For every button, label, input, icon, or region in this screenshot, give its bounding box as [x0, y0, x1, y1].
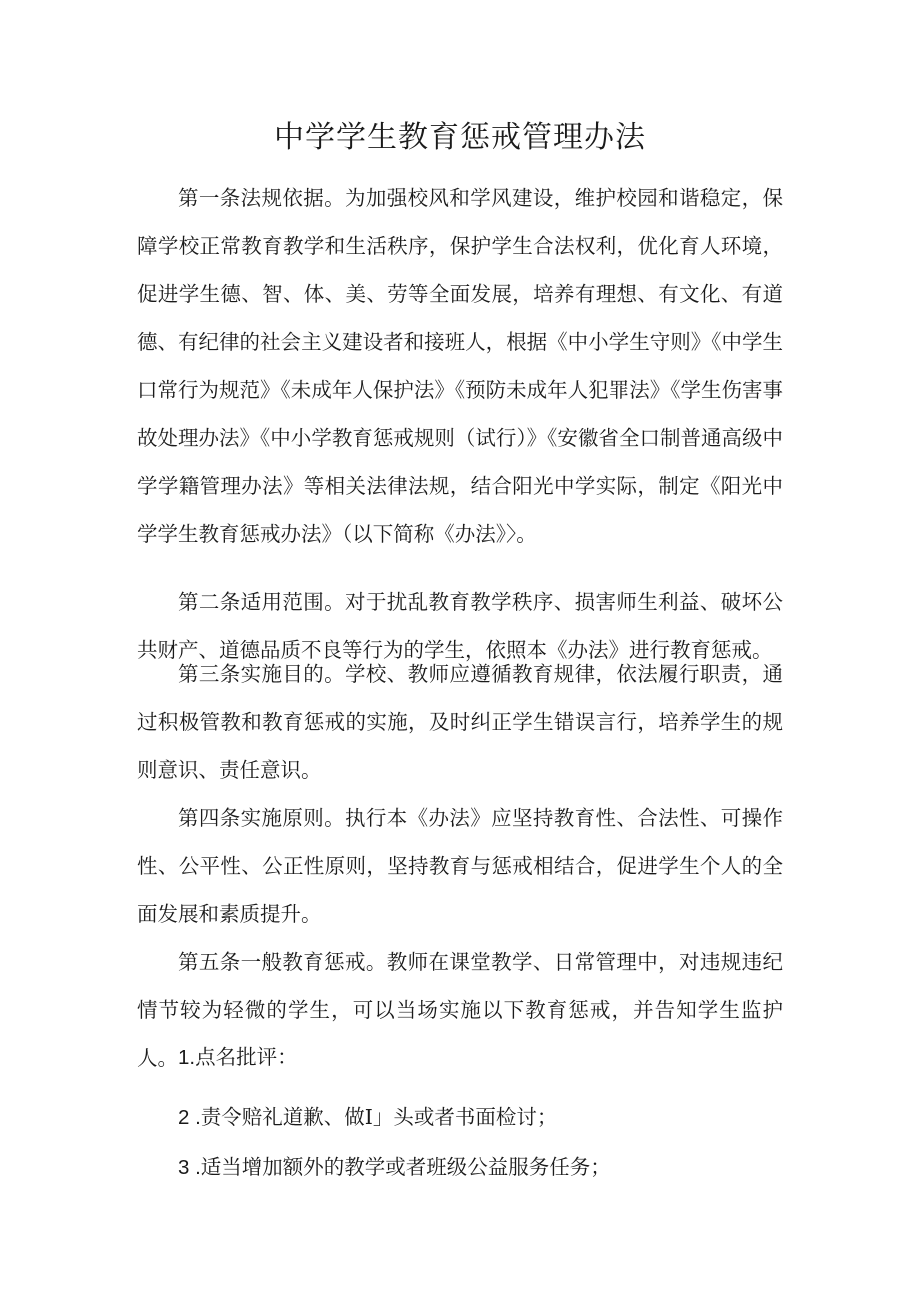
list-item-text: 点名批评： [195, 1045, 298, 1069]
list-item [178, 1093, 778, 1142]
paragraph-article-2: 第二条适用范围。对于扰乱教育教学秩序、损害师生利益、破坏公共财产、道德品质不良等行为的学生，依照本《办法》进行教育惩戒。 [137, 590, 783, 662]
list-item-number: 2 . [178, 1106, 201, 1129]
list-item-text: 适当增加额外的教学或者班级公益服务任务； [200, 1155, 611, 1179]
list-item [178, 1143, 778, 1192]
document-title: 中学学生教育惩戒管理办法 [274, 120, 646, 155]
list-item-text: 责令赔礼道歉、做I」头或者书面检讨； [200, 1105, 558, 1129]
paragraph-article-1: 第一条法规依据。为加强校风和学风建设，维护校园和谐稳定，保障学校正常教育教学和生活秩序，保护学生合法权利，优化育人环境，促进学生德、智、体、美、劳等全面发展，培养有理想、有文化、有道德、有纪律的社会主义建设者和接班人，根据《中小学生守则》《中学生口常行为规范》《未成年人保护法》《预防未成年人犯罪法》《学生伤害事故处理办法》《中小学教育惩戒规则（试行）》《安徽省全口制普通高级中学学籍管理办法》等相关法律法规，结合阳光中学实际，制定《阳光中学学生教育惩戒办法》（以下简称《办法》〉。 [137, 186, 783, 546]
list-item-number: 1. [178, 1046, 196, 1069]
list-item-number: 3 . [178, 1156, 201, 1179]
paragraph-article-4: 第四条实施原则。执行本《办法》应坚持教育性、合法性、可操作性、公平性、公正性原则，坚持教育与惩戒相结合，促进学生个人的全面发展和素质提升。 [137, 806, 783, 926]
list-item [178, 1033, 778, 1082]
paragraph-article-3: 第三条实施目的。学校、教师应遵循教育规律，依法履行职责，通过积极管教和教育惩戒的实施，及时纠正学生错误言行，培养学生的规则意识、责任意识。 [137, 662, 783, 782]
paragraph-article-5: 第五条一般教育惩戒。教师在课堂教学、日常管理中，对违规违纪情节较为轻微的学生，可以当场实施以下教育惩戒，并告知学生监护人。 [137, 950, 783, 1070]
